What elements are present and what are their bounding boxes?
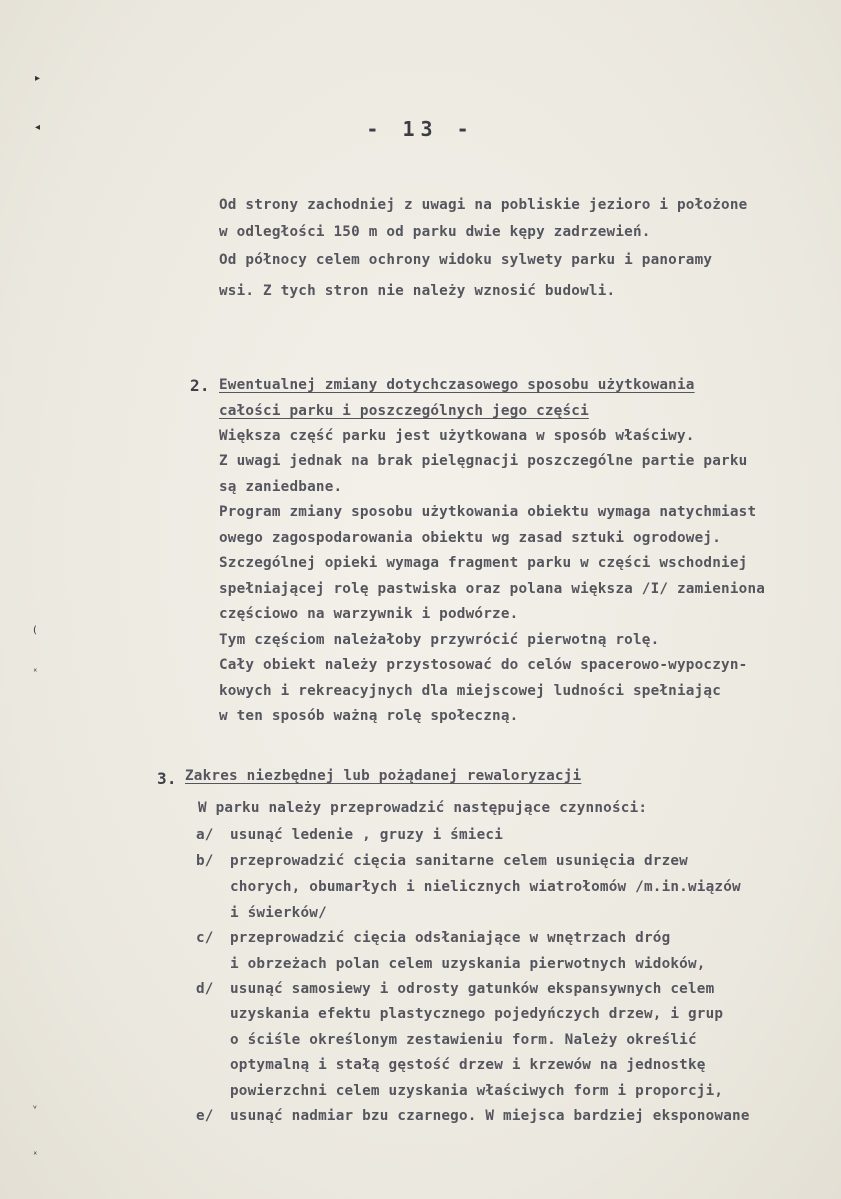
text-line: częściowo na warzywnik i podwórze.	[219, 606, 519, 622]
list-item-label: d/	[196, 981, 214, 997]
text-line: kowych i rekreacyjnych dla miejscowej ludności spełniając	[219, 683, 722, 699]
list-item-line: przeprowadzić cięcia odsłaniające w wnętrzach dróg	[230, 930, 671, 946]
list-item-line: przeprowadzić cięcia sanitarne celem usunięcia drzew	[230, 853, 688, 869]
section-heading: Zakres niezbędnej lub pożądanej rewaloryzacji	[185, 768, 582, 784]
list-item-label: c/	[196, 930, 214, 946]
section-number: 3.	[157, 769, 177, 788]
text-line: spełniającej rolę pastwiska oraz polana większa /I/ zamieniona	[219, 581, 766, 597]
list-item-label: a/	[196, 827, 214, 843]
scan-mark: ˣ	[33, 1150, 38, 1161]
list-item-line: i obrzeżach polan celem uzyskania pierwotnych widoków,	[230, 956, 706, 972]
text-line: wsi. Z tych stron nie należy wznosić budowli.	[219, 283, 616, 299]
list-item-line: o ściśle określonym zestawieniu form. Należy określić	[230, 1032, 697, 1048]
section-heading: całości parku i poszczególnych jego części	[219, 403, 589, 419]
text-line: Program zmiany sposobu użytkowania obiektu wymaga natychmiast	[219, 504, 757, 520]
page-number: - 13 -	[366, 117, 475, 141]
text-line: Tym częściom należałoby przywrócić pierwotną rolę.	[219, 632, 660, 648]
list-item-line: chorych, obumarłych i nielicznych wiatrołomów /m.in.wiązów	[230, 879, 741, 895]
text-line: w odległości 150 m od parku dwie kępy zadrzewień.	[219, 224, 651, 240]
text-line: owego zagospodarowania obiektu wg zasad sztuki ogrodowej.	[219, 530, 722, 546]
list-item-line: usunąć samosiewy i odrosty gatunków ekspansywnych celem	[230, 981, 715, 997]
text-line: Od strony zachodniej z uwagi na pobliskie jezioro i położone	[219, 197, 748, 213]
list-item-line: optymalną i stałą gęstość drzew i krzewów na jednostkę	[230, 1057, 706, 1073]
text-line: W parku należy przeprowadzić następujące czynności:	[198, 800, 648, 816]
list-item-label: b/	[196, 853, 214, 869]
text-line: Szczególnej opieki wymaga fragment parku w części wschodniej	[219, 555, 748, 571]
section-heading: Ewentualnej zmiany dotychczasowego sposobu użytkowania	[219, 377, 695, 393]
list-item-line: usunąć ledenie , gruzy i śmieci	[230, 827, 504, 843]
list-item-line: usunąć nadmiar bzu czarnego. W miejsca bardziej eksponowane	[230, 1108, 750, 1124]
section-number: 2.	[190, 376, 210, 395]
list-item-label: e/	[196, 1108, 214, 1124]
text-line: Większa część parku jest użytkowana w sposób właściwy.	[219, 428, 695, 444]
scan-mark: ▸	[35, 73, 41, 84]
scan-mark: ◂	[35, 122, 41, 133]
list-item-line: i świerków/	[230, 905, 327, 921]
list-item-line: uzyskania efektu plastycznego pojedyńczych drzew, i grup	[230, 1006, 724, 1022]
list-item-line: powierzchni celem uzyskania właściwych form i proporcji,	[230, 1083, 724, 1099]
text-line: Od północy celem ochrony widoku sylwety parku i panoramy	[219, 252, 713, 268]
scan-mark: (	[33, 625, 37, 636]
text-line: w ten sposób ważną rolę społeczną.	[219, 708, 519, 724]
scan-mark: ᵛ	[33, 1104, 38, 1115]
text-line: Z uwagi jednak na brak pielęgnacji poszczególne partie parku	[219, 453, 748, 469]
text-line: Cały obiekt należy przystosować do celów spacerowo-wypoczyn-	[219, 657, 748, 673]
text-line: są zaniedbane.	[219, 479, 343, 495]
scan-mark: ˣ	[33, 667, 38, 678]
